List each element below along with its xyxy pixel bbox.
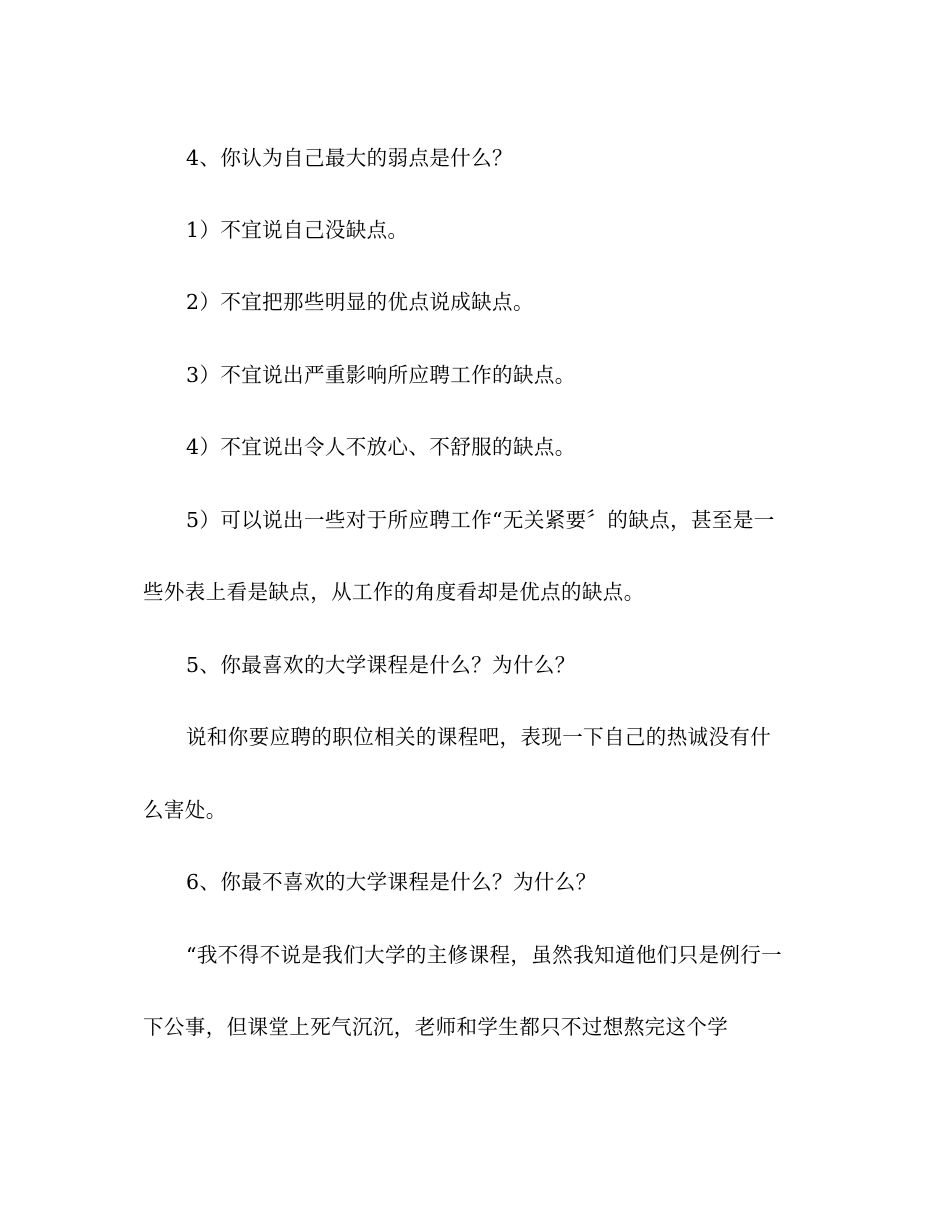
answer-point-3: 3）不宜说出严重影响所应聘工作的缺点。 xyxy=(186,363,576,387)
answer-6-line-2: 下公事，但课堂上死气沉沉，老师和学生都只不过想熬完这个学 xyxy=(143,1015,729,1039)
question-6-heading: 6、你最不喜欢的大学课程是什么？为什么？ xyxy=(186,870,597,894)
answer-6-line-1: “我不得不说是我们大学的主修课程，虽然我知道他们只是例行一 xyxy=(186,943,783,967)
question-5-heading: 5、你最喜欢的大学课程是什么？为什么？ xyxy=(186,653,576,677)
answer-point-1: 1）不宜说自己没缺点。 xyxy=(186,218,409,242)
answer-point-2: 2）不宜把那些明显的优点说成缺点。 xyxy=(186,290,534,314)
answer-point-5-line-1: 5）可以说出一些对于所应聘工作“无关紧要〞的缺点，甚至是一 xyxy=(186,508,775,532)
answer-point-5-line-2: 些外表上看是缺点，从工作的角度看却是优点的缺点。 xyxy=(143,580,645,604)
answer-5-line-1: 说和你要应聘的职位相关的课程吧，表现一下自己的热诚没有什 xyxy=(186,725,772,749)
answer-point-4: 4）不宜说出令人不放心、不舒服的缺点。 xyxy=(186,435,576,459)
answer-5-line-2: 么害处。 xyxy=(143,798,227,822)
question-4-heading: 4、你认为自己最大的弱点是什么？ xyxy=(186,146,513,170)
